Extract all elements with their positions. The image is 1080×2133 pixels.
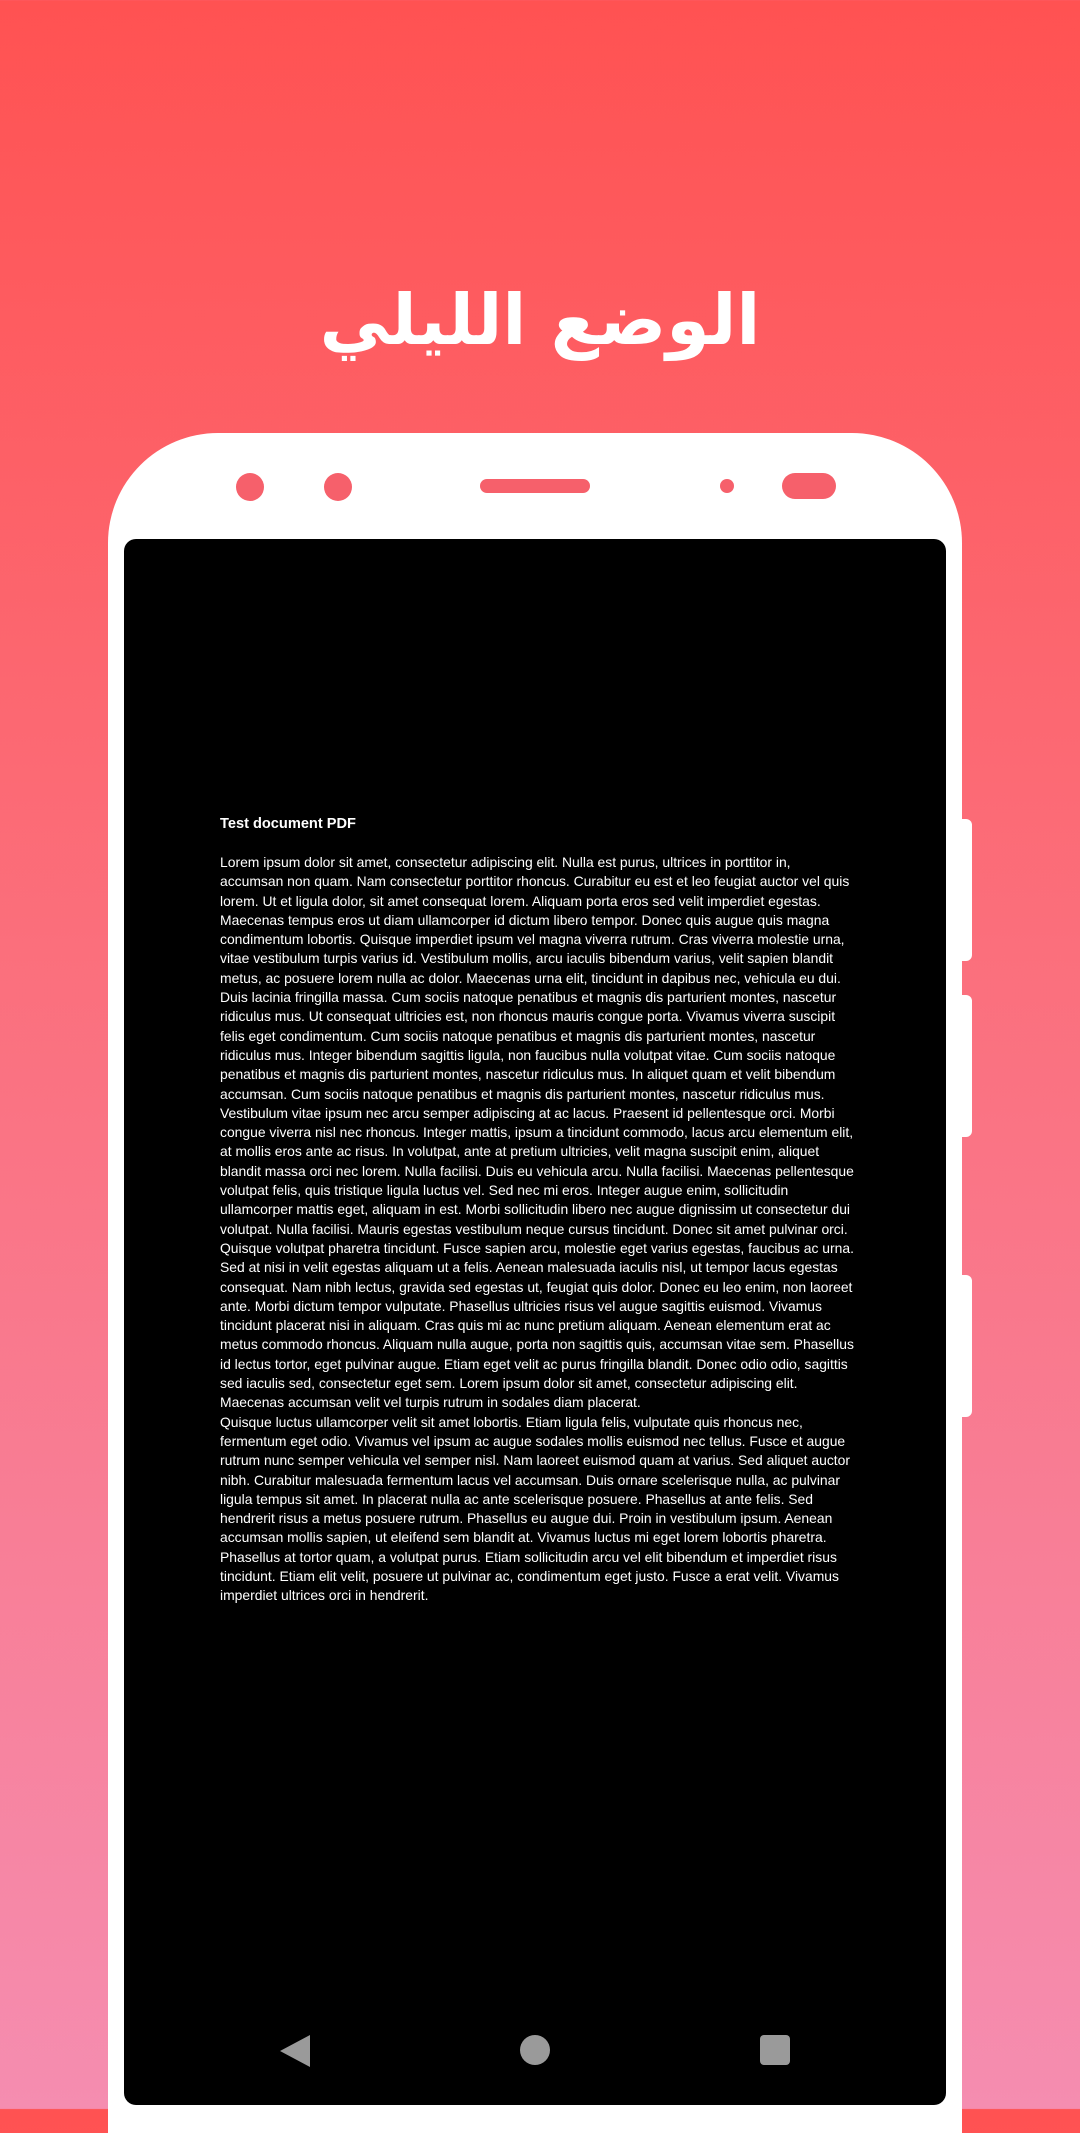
flash-sensor-icon bbox=[782, 473, 836, 499]
document-paragraph: Quisque luctus ullamcorper velit sit amet lobortis. Etiam ligula felis, vulputate quis rhoncus nec, fermentum eget odio. Vivamus vel ipsum ac augue sodales mollis euismod nec tellus. Fusce et augue rutrum nunc semper vehicula vel semper nisl. Nam laoreet euismod quam at varius. Sed aliquet auctor nibh. Curabitur malesuada fermentum lacus vel accumsan. Duis ornare scelerisque nulla, ac pulvinar ligula tempus sit amet. In placerat nulla ac ante scelerisque posuere. Phasellus at ante felis. Sed hendrerit risus a metus posuere rutrum. Phasellus eu augue dui. Proin in vestibulum ipsum. Aenean accumsan mollis sapien, ut eleifend sem blandit at. Vivamus luctus mi eget lorem lobortis pharetra. Phasellus at tortor quam, a volutpat purus. Etiam sollicitudin arcu vel elit bibendum et imperdiet risus tincidunt. Etiam elit velit, posuere ut pulvinar ac, condimentum eget justo. Fusce a erat velit. Vivamus imperdiet ultrices orci in hendrerit. bbox=[220, 1413, 851, 1604]
back-triangle-icon[interactable] bbox=[280, 2035, 310, 2067]
front-camera-icon bbox=[324, 473, 352, 501]
home-circle-icon[interactable] bbox=[520, 2035, 550, 2065]
document-paragraph: Lorem ipsum dolor sit amet, consectetur adipiscing elit. Nulla est purus, ultrices in porttitor in, accumsan non quam. Nam consectetur porttitor rhoncus. Curabitur eu est et leo feugiat auctor vel quis lorem. Ut et ligula dolor, sit amet consequat lorem. Aliquam porta eros sed velit imperdiet egestas. Maecenas tempus eros ut diam ullamcorper id dictum libero tempor. Donec quis augue quis magna condimentum lobortis. Quisque imperdiet ipsum vel magna viverra rutrum. Cras viverra molestie urna, vitae vestibulum turpis varius id. Vestibulum mollis, arcu iaculis bibendum varius, velit sapien blandit metus, ac posuere lorem nulla ac dolor. Maecenas urna elit, tincidunt in dapibus nec, vehicula eu dui. Duis lacinia fringilla massa. Cum sociis natoque penatibus et magnis dis parturient montes, nascetur ridiculus mus. Ut consequat ultricies est, non rhoncus mauris congue porta. Vivamus viverra suscipit felis eget condimentum. Cum sociis natoque penatibus et magnis dis parturient montes, nascetur ridiculus mus. Integer bibendum sagittis ligula, non faucibus nulla volutpat vitae. Cum sociis natoque penatibus et magnis dis parturient montes, nascetur ridiculus mus. In aliquet quam et velit bibendum accumsan. Cum sociis natoque penatibus et magnis dis parturient montes, nascetur ridiculus mus. Vestibulum vitae ipsum nec arcu semper adipiscing at ac lacus. Praesent id pellentesque orci. Morbi congue viverra nisl nec rhoncus. Integer mattis, ipsum a tincidunt commodo, lacus arcu elementum elit, at mollis eros ante ac risus. In volutpat, ante at pretium ultricies, velit magna suscipit enim, aliquet blandit massa orci nec lorem. Nulla facilisi. Duis eu vehicula arcu. Nulla facilisi. Maecenas pellentesque volutpat felis, quis tristique ligula luctus vel. Sed nec mi eros. Integer augue enim, sollicitudin ullamcorper mattis eget, aliquam in est. Morbi sollicitudin libero nec augue dignissim ut consectetur dui volutpat. Nulla facilisi. Mauris egestas vestibulum neque cursus tincidunt. Donec sit amet pulvinar orci. bbox=[220, 854, 854, 1237]
phone-mockup bbox=[108, 433, 962, 2133]
phone-side-button bbox=[960, 1275, 972, 1417]
system-navigation-bar bbox=[124, 1995, 946, 2105]
proximity-sensor-icon bbox=[720, 479, 734, 493]
phone-side-button bbox=[960, 819, 972, 961]
recents-square-icon[interactable] bbox=[760, 2035, 790, 2065]
promo-headline: الوضع الليلي bbox=[319, 279, 761, 361]
earpiece-speaker bbox=[480, 479, 590, 493]
document-title: Test document PDF bbox=[220, 816, 356, 832]
phone-side-button bbox=[960, 995, 972, 1137]
front-camera-icon bbox=[236, 473, 264, 501]
pdf-document-page[interactable] bbox=[220, 815, 856, 1606]
phone-screen bbox=[124, 539, 946, 2105]
document-paragraph: Quisque volutpat pharetra tincidunt. Fusce sapien arcu, molestie eget varius egestas, faucibus ac urna. Sed at nisi in velit egestas aliquam ut a felis. Aenean malesuada iaculis nisl, ut tempor lacus egestas consequat. Nam nibh lectus, gravida sed egestas ut, feugiat quis dolor. Donec eu leo enim, non laoreet ante. Morbi dictum tempor vulputate. Phasellus ultricies risus vel augue sagittis euismod. Vivamus tincidunt placerat nisi in aliquam. Cras quis mi ac nunc pretium aliquam. Aenean elementum erat ac metus commodo rhoncus. Aliquam nulla augue, porta non sagittis quis, accumsan vitae sem. Phasellus id lectus tortor, eget pulvinar augue. Etiam eget velit ac purus fringilla blandit. Donec odio odio, sagittis sed iaculis sed, consectetur eget sem. Lorem ipsum dolor sit amet, consectetur adipiscing elit. Maecenas accumsan velit vel turpis rutrum in sodales diam placerat. bbox=[220, 1239, 854, 1411]
